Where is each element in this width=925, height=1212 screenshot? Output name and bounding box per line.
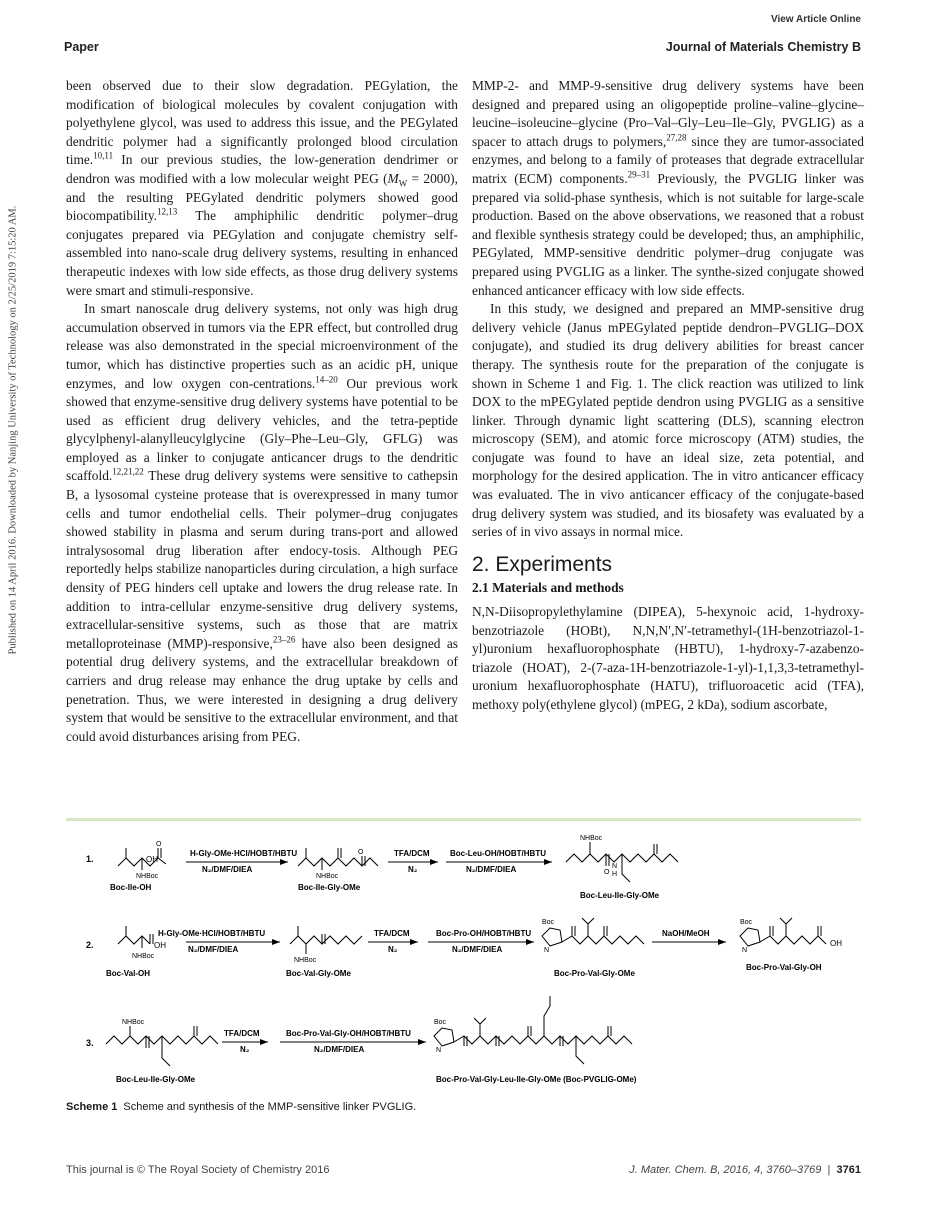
atom-label: O xyxy=(156,841,162,848)
atom-label: N xyxy=(544,947,550,954)
atom-label: OH xyxy=(830,939,842,948)
scheme-step-number: 3. xyxy=(86,1038,94,1048)
atom-label: NHBoc xyxy=(132,953,155,960)
paragraph: MMP-2- and MMP-9-sensitive drug delivery systems have been designed and prepared using an oligopeptide proline–valine–glycine–leucine–isoleucine–glycine (Pro–Val–Gly–Leu–Ile–Gly, PVGLIG) as a spacer to attach drugs to polymers,$^{27,28}$ since they are tumor-associated enzymes, and belong to a family of proteases that degrade extracellular matrix (ECM) components.$^{29-31}$ Previously, the PVGLIG linker was prepared via solid-phase synthesis, which is not suitable for large-scale production. Based on the above observations, we reasoned that a robust and flexible synthesis strategy could be developed; thus, an amphiphilic, PEGylated, MMP-sensitive dendritic polymer–drug conjugate was prepared using PVGLIG as a linker. The synthe-sized conjugate showed enhanced anticancer efficacy with low side effects. xyxy=(472,78,865,298)
atom-label: O xyxy=(604,869,610,876)
running-header-journal: Journal of Materials Chemistry B xyxy=(665,40,861,54)
atom-label: OH xyxy=(146,855,158,864)
reagent-label: Boc-Pro-Val-Gly-OH/HOBT/HBTU xyxy=(286,1029,411,1038)
reagent-label: N₂/DMF/DIEA xyxy=(188,945,239,954)
compound-label: Boc-Leu-Ile-Gly-OMe xyxy=(116,1075,196,1084)
atom-label: N xyxy=(612,863,618,870)
atom-label: NHBoc xyxy=(316,873,339,880)
compound-label: Boc-Leu-Ile-Gly-OMe xyxy=(580,891,660,900)
atom-label: H xyxy=(612,871,618,878)
paragraph: been observed due to their slow degradation. PEGylation, the modification of biological molecules by covalent conjugation with polyethylene glycol, was used to address this issue, and the PEGylated dendritic polymer had a significantly prolonged blood circulation time.$^{10,11}$ In our previous studies, the low-generation dendrimer or dendron was modified with a low molecular weight PEG $(M_W = 2000)$, and the resulting PEGylated dendritic polymers showed good biocompatibility.$^{12,13}$ The amphiphilic dendritic polymer–drug conjugates prepared via PEGylation and conjugate chemistry self-assembled into nano-scale drug delivery systems, resulting in enhanced therapeutic indexes with low side effects, as those drug delivery systems were smart and stimuli-responsive. xyxy=(66,78,458,298)
scheme-1-figure xyxy=(66,826,861,1096)
reagent-label: N₂ xyxy=(388,945,398,954)
left-text-column xyxy=(66,77,458,746)
reagent-label: TFA/DCM xyxy=(374,929,410,938)
compound-label: Boc-Ile-Gly-OMe xyxy=(298,883,361,892)
scheme-caption-text: Scheme and synthesis of the MMP-sensitive linker PVGLIG. xyxy=(123,1101,417,1113)
reagent-label: Boc-Leu-OH/HOBT/HBTU xyxy=(450,849,546,858)
atom-label: NHBoc xyxy=(136,873,159,880)
reagent-label: TFA/DCM xyxy=(224,1029,260,1038)
right-text-column xyxy=(472,77,864,715)
paragraph: N,N-Diisopropylethylamine (DIPEA), 5-hexynoic acid, 1-hydroxy-benzotriazole (HOBt), N,N,N′,N′-tetramethyl-(1H-benzotriazol-1-yl)uronium hexafluorophosphate (HBTU), 1-hydroxy-7-azabenzo-triazole (HOAT), 2-(7-aza-1H-benzotriazole-1-yl)-1,1,3,3-tetramethyl-uronium hexafluorophosphate (HATU), trifluoroacetic acid (TFA), methoxy poly(ethylene glycol) (mPEG, 2 kDa), sodium ascorbate, xyxy=(472,604,864,712)
compound-label: Boc-Pro-Val-Gly-OH xyxy=(746,963,822,972)
scheme-caption-label: Scheme 1 xyxy=(66,1101,118,1113)
compound-label: Boc-Val-Gly-OMe xyxy=(286,969,351,978)
atom-label: NHBoc xyxy=(580,835,603,842)
atom-label: O xyxy=(358,849,364,856)
reagent-label: N₂/DMF/DIEA xyxy=(452,945,503,954)
view-article-online-link[interactable]: View Article Online xyxy=(770,14,861,25)
atom-label: NHBoc xyxy=(294,957,317,964)
atom-label: N xyxy=(742,947,748,954)
reagent-label: N₂ xyxy=(240,1045,250,1054)
page-number: 3761 xyxy=(836,1164,861,1176)
side-note-text: Published on 14 April 2016. Downloaded by Nanjing University of Technology on 2/25/2019 7:15:20 AM. xyxy=(7,205,19,655)
running-header-section: Paper xyxy=(64,40,99,54)
atom-label: Boc xyxy=(542,919,555,926)
reagent-label: N₂/DMF/DIEA xyxy=(202,865,253,874)
atom-label: OH xyxy=(154,941,166,950)
atom-label: Boc xyxy=(740,919,753,926)
compound-label: Boc-Pro-Val-Gly-Leu-Ile-Gly-OMe (Boc-PVGLIG-OMe) xyxy=(436,1075,637,1084)
paragraph: In smart nanoscale drug delivery systems, not only was high drug accumulation observed in tumors via the EPR effect, but controlled drug release was also demonstrated in the special microenvironment of the tumor, which has distinctive properties such as an acidic pH, unique enzymes, and low oxygen con-centrations.$^{14-20}$ Our previous work showed that enzyme-sensitive drug delivery systems have potential to be used as efficient drug delivery vehicles, and the tetra-peptide glycylphenyl-alanylleucylglycine (Gly–Phe–Leu–Gly, GFLG) was employed as a linker to conjugate anticancer drugs to the dendritic scaffold.$^{12,21,22}$ These drug delivery systems were sensitive to cathepsin B, a lysosomal cysteine protease that is overexpressed in many tumor cells and tumor endothelial cells. Their polymer–drug conjugates showed stability in plasma and serum during trans-port and allowed intralysosomal drug liberation after endocy-tosis. Although PEG reportedly helps stabilize nanoparticles during circulation, a high surface density of PEG hinders cell uptake and lowers the drug release rate. In addition to intra-cellular enzyme-sensitive drug delivery systems, extracellular-sensitive systems, such as those that are matrix metalloproteinase (MMP)-responsive,$^{23-26}$ have also been designed as potential drug delivery systems, and the extracellular breakdown of carriers and drug release may enhance the drug uptake by cells and penetration. Thus, we were interested in designing a drug delivery system that would be sensitive to the extracellular environment, and that could avoid disturbances arising from PEG. xyxy=(66,301,458,744)
reagent-label: Boc-Pro-OH/HOBT/HBTU xyxy=(436,929,532,938)
compound-label: Boc-Val-OH xyxy=(106,969,151,978)
paragraph: In this study, we designed and prepared an MMP-sensitive drug delivery vehicle (Janus mPEGylated peptide dendron–PVGLIG–DOX conjugate), and studied its drug delivery abilities for breast cancer therapy. The synthesis route for the preparation of the conjugate is shown in Scheme 1 and Fig. 1. The click reaction was utilized to link DOX to the mPEGylated peptide dendron using PVGLIG as a sensitive linker. Through dynamic light scattering (DLS), scanning electron microscopy (SEM), and atomic force microscopy (ATM) studies, the conjugate was found to have an ideal size, zeta potential, and morphology for the desired application. The in vitro anticancer efficacy was evaluated. The in vivo anticancer efficacy of the conjugate-based drug delivery system was studied, and its biosafety was evaluated by a series of in vivo assays in normal mice. xyxy=(472,301,864,540)
scheme-step-number: 1. xyxy=(86,854,94,864)
reagent-label: N₂/DMF/DIEA xyxy=(314,1045,365,1054)
reagent-label: H-Gly-OMe·HCl/HOBT/HBTU xyxy=(158,929,266,938)
atom-label: Boc xyxy=(434,1019,447,1026)
footer-citation: J. Mater. Chem. B, 2016, 4, 3760–3769 | 3761 xyxy=(629,1164,861,1176)
citation-text: J. Mater. Chem. B, 2016, 4, 3760–3769 xyxy=(629,1164,822,1176)
scheme-step-number: 2. xyxy=(86,940,94,950)
reagent-label: N₂/DMF/DIEA xyxy=(466,865,517,874)
subsection-heading: 2.1 Materials and methods xyxy=(472,580,624,596)
scheme-caption xyxy=(66,1101,416,1113)
atom-label: NHBoc xyxy=(122,1019,145,1026)
compound-label: Boc-Pro-Val-Gly-OMe xyxy=(554,969,635,978)
scheme-divider xyxy=(66,818,861,821)
reagent-label: N₂ xyxy=(408,865,418,874)
reagent-label: TFA/DCM xyxy=(394,849,430,858)
publication-side-note xyxy=(2,110,24,750)
atom-label: N xyxy=(436,1047,442,1054)
footer-copyright: This journal is © The Royal Society of Chemistry 2016 xyxy=(66,1164,330,1176)
compound-label: Boc-Ile-OH xyxy=(110,883,152,892)
reagent-label: NaOH/MeOH xyxy=(662,929,710,938)
reagent-label: H-Gly-OMe·HCl/HOBT/HBTU xyxy=(190,849,298,858)
section-heading: 2. Experiments xyxy=(472,552,613,576)
